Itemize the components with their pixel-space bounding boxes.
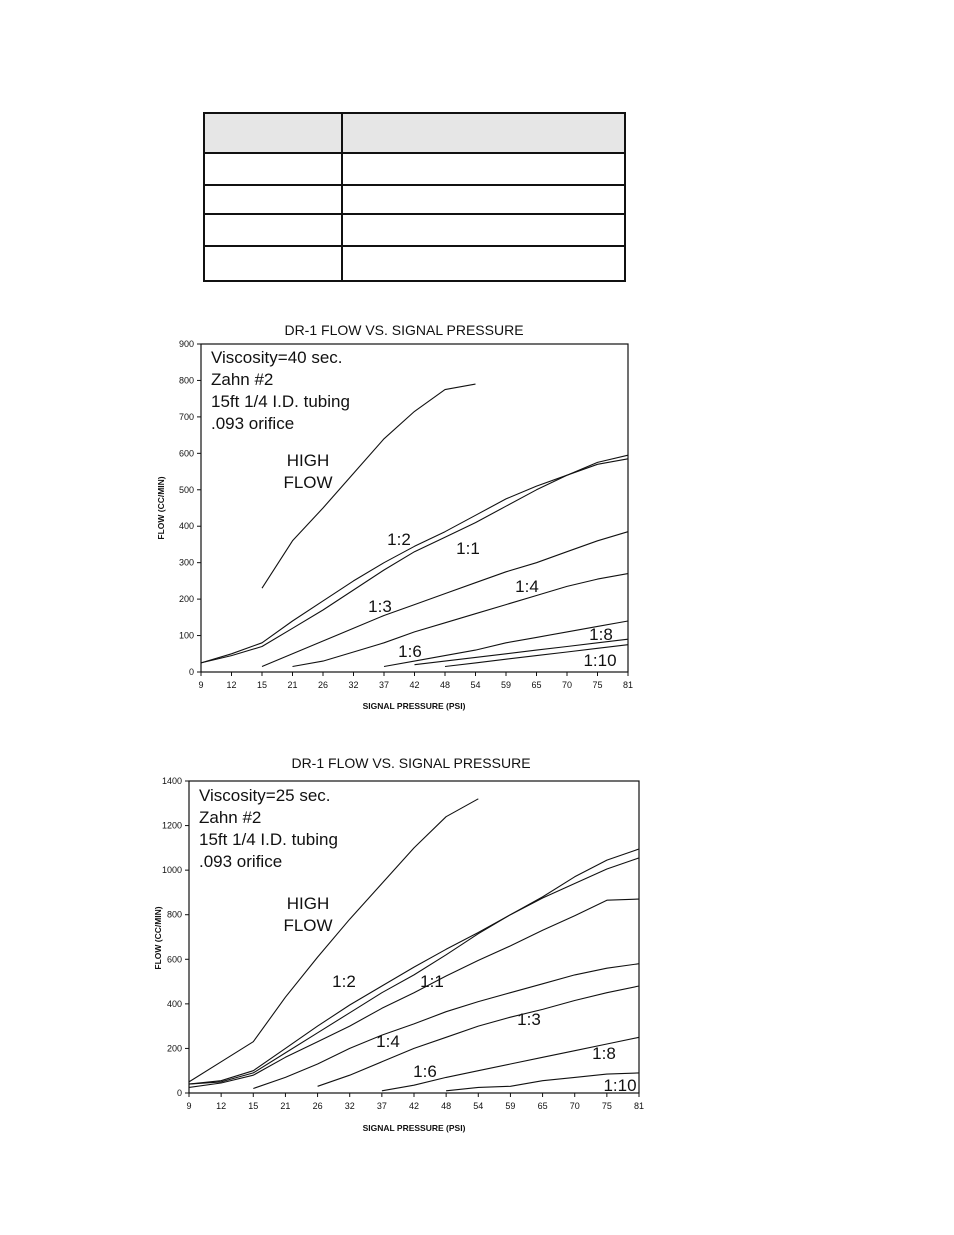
table-cell bbox=[204, 246, 342, 281]
table-header-row bbox=[204, 113, 625, 153]
plot-frame bbox=[189, 781, 639, 1093]
series-label-1-8: 1:8 bbox=[589, 625, 613, 644]
x-tick-label: 21 bbox=[287, 680, 298, 690]
x-tick-label: 12 bbox=[216, 1101, 227, 1111]
chart-title: DR-1 FLOW VS. SIGNAL PRESSURE bbox=[284, 322, 524, 338]
x-tick-label: 75 bbox=[601, 1101, 612, 1111]
table-cell bbox=[204, 185, 342, 214]
note-viscosity: Viscosity=25 sec. bbox=[199, 786, 331, 805]
x-tick-label: 54 bbox=[473, 1101, 484, 1111]
y-tick-label: 0 bbox=[188, 667, 194, 677]
y-tick-labels bbox=[162, 776, 189, 1098]
y-tick-label: 900 bbox=[178, 339, 194, 349]
series-label-1-8: 1:8 bbox=[592, 1044, 616, 1063]
high-flow-label-line2: FLOW bbox=[283, 916, 333, 935]
x-tick-label: 70 bbox=[569, 1101, 580, 1111]
x-tick-label: 37 bbox=[376, 1101, 387, 1111]
note-orifice: .093 orifice bbox=[211, 414, 295, 433]
note-tubing: 15ft 1/4 I.D. tubing bbox=[199, 830, 338, 849]
table-cell bbox=[342, 214, 625, 246]
high-flow-label-line1: HIGH bbox=[286, 894, 330, 913]
x-tick-label: 32 bbox=[348, 680, 359, 690]
series-line-1-4 bbox=[189, 899, 639, 1087]
x-axis-label: SIGNAL PRESSURE (PSI) bbox=[362, 1123, 466, 1133]
series-label-1-10: 1:10 bbox=[583, 651, 617, 670]
y-tick-label: 200 bbox=[178, 594, 194, 605]
series-label-1-6: 1:6 bbox=[398, 642, 422, 661]
series-label-1-10: 1:10 bbox=[603, 1076, 637, 1095]
series-label-1-1: 1:1 bbox=[420, 972, 444, 991]
note-zahn: Zahn #2 bbox=[199, 808, 262, 827]
y-tick-label: 100 bbox=[178, 630, 194, 641]
note-viscosity: Viscosity=40 sec. bbox=[211, 348, 343, 367]
series-line-1-3 bbox=[253, 964, 639, 1089]
y-tick-label: 600 bbox=[166, 954, 182, 965]
x-tick-label: 21 bbox=[280, 1101, 291, 1111]
note-tubing: 15ft 1/4 I.D. tubing bbox=[211, 392, 350, 411]
table-cell bbox=[342, 246, 625, 281]
table-cell bbox=[342, 185, 625, 214]
x-tick-label: 59 bbox=[505, 1101, 516, 1111]
y-axis-label: FLOW (CC/MIN) bbox=[156, 476, 166, 540]
table-row bbox=[204, 214, 625, 246]
y-tick-label: 600 bbox=[178, 448, 194, 459]
x-tick-label: 15 bbox=[256, 680, 268, 690]
table-row bbox=[204, 246, 625, 281]
y-tick-labels bbox=[179, 339, 201, 677]
x-tick-label: 54 bbox=[470, 680, 481, 690]
y-axis-label: FLOW (CC/MIN) bbox=[153, 906, 163, 970]
flow-chart-viscosity-25 bbox=[0, 745, 954, 1145]
table-cell bbox=[204, 214, 342, 246]
y-tick-label: 400 bbox=[166, 998, 182, 1009]
x-tick-label: 15 bbox=[248, 1101, 259, 1111]
table-cell bbox=[204, 153, 342, 185]
blank-table bbox=[203, 112, 626, 282]
series-label-1-2: 1:2 bbox=[332, 972, 356, 991]
x-tick-label: 12 bbox=[226, 680, 237, 690]
series-label-1-4: 1:3 bbox=[517, 1010, 541, 1029]
y-tick-label: 700 bbox=[178, 411, 194, 422]
high-flow-label-line2: FLOW bbox=[283, 473, 333, 492]
y-tick-label: 1400 bbox=[161, 776, 182, 786]
table-row bbox=[204, 153, 625, 185]
y-tick-label: 800 bbox=[166, 909, 182, 920]
y-tick-label: 500 bbox=[178, 484, 194, 495]
chart-title: DR-1 FLOW VS. SIGNAL PRESSURE bbox=[291, 755, 531, 771]
table-cell bbox=[342, 153, 625, 185]
x-tick-label: 65 bbox=[537, 1101, 548, 1111]
x-tick-label: 9 bbox=[198, 680, 204, 690]
x-tick-labels bbox=[198, 672, 633, 690]
high-flow-label-line1: HIGH bbox=[286, 451, 330, 470]
x-tick-label: 42 bbox=[408, 1101, 420, 1111]
x-tick-label: 75 bbox=[592, 680, 603, 690]
y-tick-label: 800 bbox=[178, 375, 194, 386]
series-label-high-flow bbox=[283, 894, 332, 935]
x-tick-label: 48 bbox=[439, 680, 451, 690]
table-cell bbox=[204, 113, 342, 153]
y-tick-label: 300 bbox=[178, 557, 194, 568]
series-label-1-4: 1:4 bbox=[515, 577, 539, 596]
series-label-1-3: 1:3 bbox=[368, 597, 392, 616]
x-tick-label: 65 bbox=[531, 680, 542, 690]
y-tick-label: 400 bbox=[178, 521, 194, 532]
x-tick-label: 37 bbox=[378, 680, 390, 690]
y-tick-label: 1000 bbox=[161, 865, 182, 876]
series-label-1-2: 1:2 bbox=[387, 530, 411, 549]
x-axis-label: SIGNAL PRESSURE (PSI) bbox=[362, 701, 466, 711]
flow-chart-viscosity-40 bbox=[0, 310, 954, 730]
series-line-1-2 bbox=[189, 858, 639, 1084]
table-cell bbox=[342, 113, 625, 153]
y-tick-label: 1200 bbox=[161, 820, 182, 831]
x-tick-label: 26 bbox=[312, 1101, 323, 1111]
x-tick-label: 32 bbox=[344, 1101, 355, 1111]
y-tick-label: 0 bbox=[176, 1088, 182, 1098]
x-tick-label: 26 bbox=[317, 680, 329, 690]
x-tick-label: 70 bbox=[561, 680, 573, 690]
x-tick-label: 9 bbox=[186, 1101, 192, 1111]
x-tick-label: 48 bbox=[441, 1101, 452, 1111]
series-label-high-flow bbox=[283, 451, 332, 492]
note-zahn: Zahn #2 bbox=[211, 370, 274, 389]
x-tick-label: 42 bbox=[409, 680, 420, 690]
note-orifice: .093 orifice bbox=[199, 852, 283, 871]
series-label-1-6: 1:6 bbox=[413, 1062, 437, 1081]
series-label-1-1: 1:1 bbox=[456, 539, 480, 558]
x-tick-label: 59 bbox=[500, 680, 512, 690]
table-row bbox=[204, 185, 625, 214]
x-tick-label: 81 bbox=[633, 1101, 645, 1111]
y-tick-label: 200 bbox=[166, 1043, 182, 1054]
x-tick-labels bbox=[186, 1093, 644, 1111]
series-label-1-3: 1:4 bbox=[376, 1032, 400, 1051]
x-tick-label: 81 bbox=[622, 680, 634, 690]
